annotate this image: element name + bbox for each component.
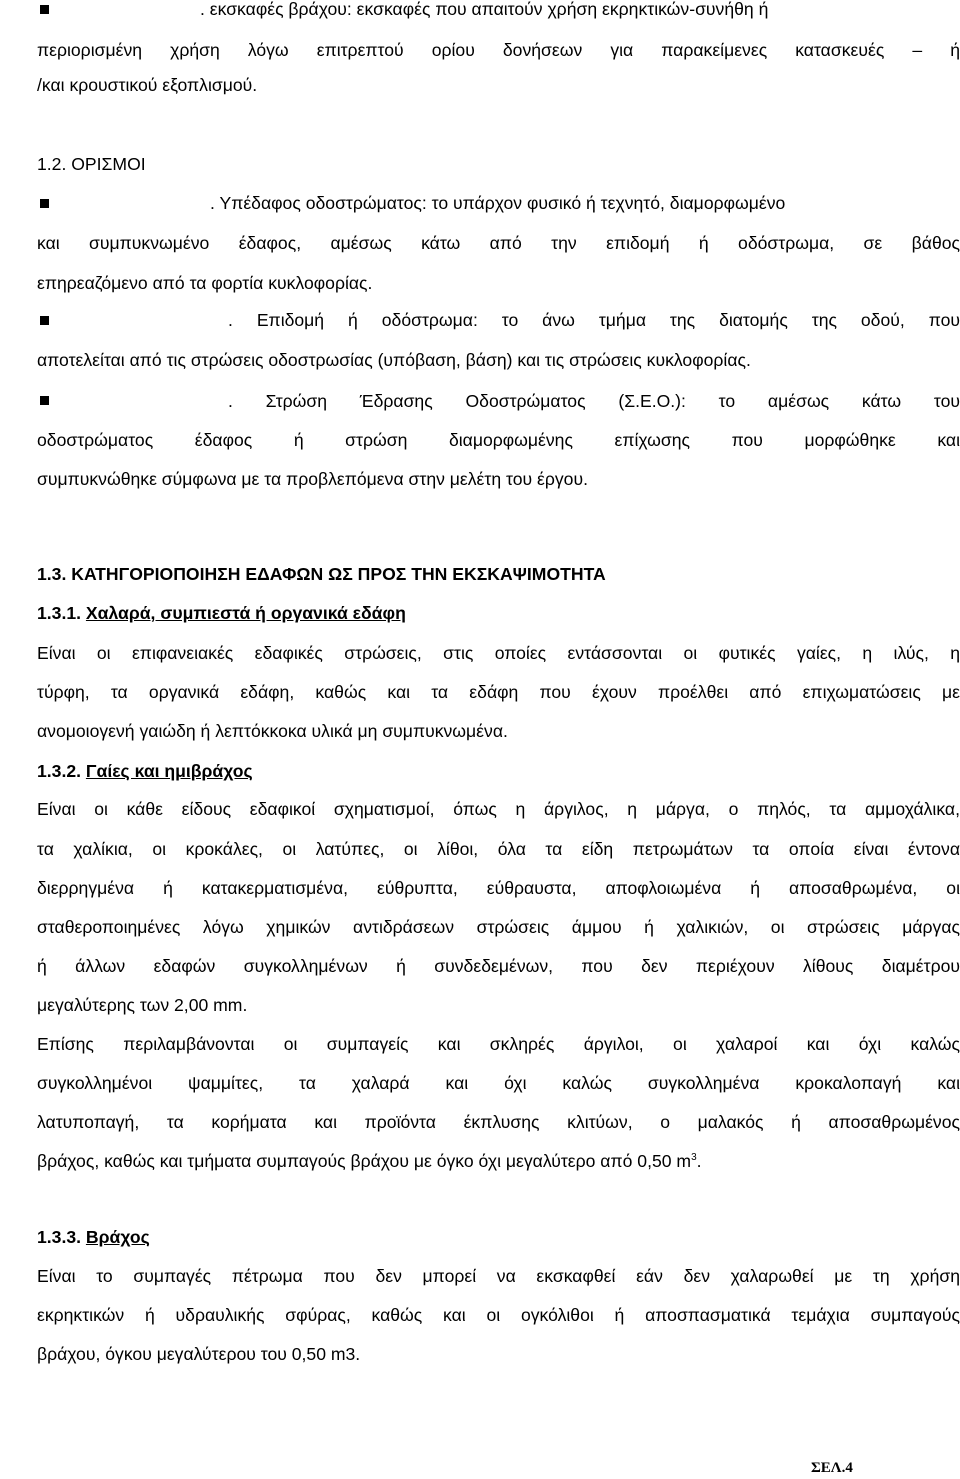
subsection-heading-1-3-3	[37, 1226, 150, 1248]
subsection-title: Βράχος	[85, 1227, 150, 1247]
bullet-formation-line1: . Στρώση Έδρασης Οδοστρώματος (Σ.Ε.Ο.): το αμέσως κάτω του	[228, 391, 960, 411]
bullet-subgrade-line1: . Υπέδαφος οδοστρώματος: το υπάρχον φυσικό ή τεχνητό, διαμορφωμένο	[210, 193, 786, 213]
paragraph-line: Είναι οι κάθε είδους εδαφικοί σχηματισμοί, όπως η άργιλος, η μάργα, ο πηλός, τα αμμοχάλικα,	[37, 799, 960, 819]
bullet-subgrade-line2: και συμπυκνωμένο έδαφος, αμέσως κάτω από την επιδομή ή οδόστρωμα, σε βάθος	[37, 233, 960, 253]
paragraph-line: σταθεροποιημένες λόγω χημικών αντιδράσεων στρώσεις άμμου ή χαλικιών, οι στρώσεις μάργας	[37, 917, 960, 937]
superscript-exponent: 3	[691, 1152, 697, 1164]
paragraph-line: ή άλλων εδαφών συγκολλημένων ή συνδεδεμένων, που δεν περιέχουν λίθους διαμέτρου	[37, 956, 960, 976]
bullet-pavement-line2: αποτελείται από τις στρώσεις οδοστρωσίας (υπόβαση, βάση) και τις στρώσεις κυκλοφορίας.	[37, 350, 751, 370]
bullet-rock-line2: περιορισμένη χρήση λόγω επιτρεπτού ορίου δονήσεων για παρακείμενες κατασκευές – ή	[37, 40, 960, 60]
bullet-formation-line2: οδοστρώματος έδαφος ή στρώση διαμορφωμένης επίχωσης που μορφώθηκε και	[37, 430, 960, 450]
bullet-rock-line3: /και κρουστικού εξοπλισμού.	[37, 75, 258, 95]
subsection-title: Χαλαρά, συμπιεστά ή οργανικά εδάφη	[85, 603, 406, 623]
paragraph-line: βράχου, όγκου μεγαλύτερου του 0,50 m3.	[37, 1344, 361, 1364]
section-heading-definitions: 1.2. ΟΡΙΣΜΟΙ	[37, 154, 146, 174]
paragraph-line: εκρηκτικών ή υδραυλικής σφύρας, καθώς και οι ογκόλιθοι ή αποσπασματικά τεμάχια συμπαγούς	[37, 1305, 960, 1325]
paragraph-line: Είναι το συμπαγές πέτρωμα που δεν μπορεί να εκσκαφθεί εάν δεν χαλαρωθεί με τη χρήση	[37, 1266, 960, 1286]
page-number: ΣΕΛ.4	[811, 1460, 853, 1476]
paragraph-end: .	[696, 1151, 702, 1171]
subsection-number: 1.3.1.	[37, 603, 82, 623]
subsection-heading-1-3-1	[37, 602, 406, 624]
section-heading-classification: 1.3. ΚΑΤΗΓΟΡΙΟΠΟΙΗΣΗ ΕΔΑΦΩΝ ΩΣ ΠΡΟΣ ΤΗΝ ΕΚΣΚΑΨΙΜΟΤΗΤΑ	[37, 564, 606, 584]
bullet-subgrade-line3: επηρεαζόμενο από τα φορτία κυκλοφορίας.	[37, 273, 373, 293]
paragraph-line: συγκολλημένοι ψαμμίτες, τα χαλαρά και όχι καλώς συγκολλημένα κροκαλοπαγή και	[37, 1073, 960, 1093]
bullet-marker	[40, 316, 49, 325]
subsection-number: 1.3.2.	[37, 761, 82, 781]
paragraph-line: διερρηγμένα ή κατακερματισμένα, εύθρυπτα, εύθραυστα, αποφλοιωμένα ή αποσαθρωμένα, οι	[37, 878, 960, 898]
paragraph-line: Είναι οι επιφανειακές εδαφικές στρώσεις, στις οποίες εντάσσονται οι φυτικές γαίες, η ιλύς, η	[37, 643, 960, 663]
bullet-marker	[40, 5, 49, 14]
paragraph-line: τύρφη, τα οργανικά εδάφη, καθώς και τα εδάφη που έχουν προέλθει από επιχωματώσεις με	[37, 682, 960, 702]
bullet-marker	[40, 396, 49, 405]
paragraph-line: μεγαλύτερης των 2,00 mm.	[37, 995, 248, 1015]
paragraph-line: τα χαλίκια, οι κροκάλες, οι λατύπες, οι λίθοι, όλα τα είδη πετρωμάτων τα οποία είναι έντονα	[37, 839, 960, 859]
bullet-formation-line3: συμπυκνώθηκε σύμφωνα με τα προβλεπόμενα στην μελέτη του έργου.	[37, 469, 588, 489]
subsection-heading-1-3-2	[37, 760, 253, 782]
paragraph-line: λατυποπαγή, τα κορήματα και προϊόντα έκπλυσης κλιτύων, ο μαλακός ή αποσαθρωμένος	[37, 1112, 960, 1132]
bullet-marker	[40, 199, 49, 208]
paragraph-line: ανομοιογενή γαιώδη ή λεπτόκκοκα υλικά μη συμπυκνωμένα.	[37, 721, 508, 741]
subsection-title: Γαίες και ημιβράχος	[85, 761, 253, 781]
bullet-rock-line1: . εκσκαφές βράχου: εκσκαφές που απαιτούν χρήση εκρηκτικών-συνήθη ή	[200, 0, 769, 19]
bullet-pavement-line1: . Επιδομή ή οδόστρωμα: το άνω τμήμα της διατομής της οδού, που	[228, 310, 960, 330]
subsection-number: 1.3.3.	[37, 1227, 82, 1247]
paragraph-line: Επίσης περιλαμβάνονται οι συμπαγείς και σκληρές άργιλοι, οι χαλαροί και όχι καλώς	[37, 1034, 960, 1054]
paragraph-line-with-superscript	[37, 1150, 702, 1172]
paragraph-text: βράχος, καθώς και τμήματα συμπαγούς βράχου με όγκο όχι μεγαλύτερο από 0,50 m	[37, 1151, 692, 1171]
